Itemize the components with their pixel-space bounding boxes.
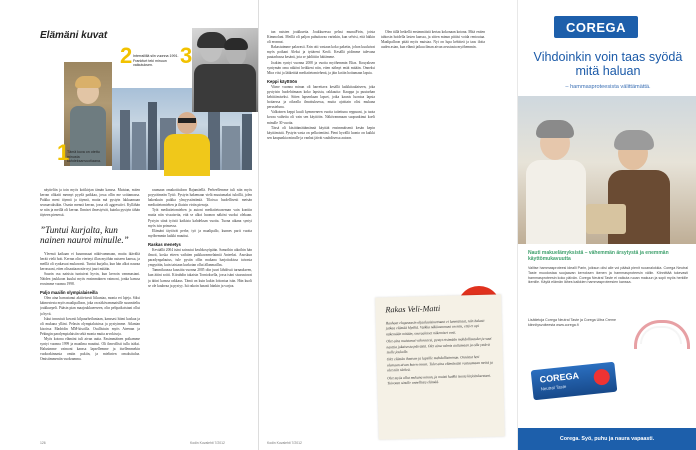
- paragraph: Myös kotona elämäni tuli aivan uutta. Ensimmäinen poikamme syntyi vuonna 1999 ja maailma muuttui. Oli ilmeollisti tulla isäksi. Halusimme vaimoni kanssa lapsellemme ja itsellemmekin vuokrakinnasta omiin pukiin, ja mielinten omaksituloa. Omistimmeniin vuokramma.: [40, 336, 140, 362]
- paragraph: Joakim syntyi vuonna 2008 ja vuotta myöhemmin Elias. Kouyaksen syntymän oma näköni heikkeni niin, etten nähnyt enää mitään. Onneksi Mira viisi ja lääkettää mediatietomiehenä, ja jäin kotiin hoitamaan lapsia.: [267, 60, 375, 75]
- caption-number-2: 2: [120, 43, 133, 68]
- magazine-footer: Kodin Kuvalehti 7/2012: [267, 441, 302, 445]
- pack-subtitle: Neutral Taste: [540, 383, 567, 392]
- article-title: Elämäni kuvat: [40, 30, 108, 41]
- letter-heading: Rakas Veli-Matti: [385, 303, 441, 315]
- ad-body-title: Nauti makuelämyksistä – vähemmän ärsytystä ja enemmän käyttömukavuutta: [528, 250, 669, 263]
- caption-number-1: 1: [57, 140, 70, 165]
- ad-tagline-bar: [518, 428, 696, 450]
- subheading: Keppi käyttöön: [267, 78, 298, 84]
- letter-body: [386, 319, 494, 387]
- photo-man-yellow: [160, 112, 214, 176]
- subheading: Paljo maailin olympialaiseilla: [40, 290, 98, 296]
- right-column-2: [381, 30, 485, 280]
- caption-2: Interrailillä siin vuonna 1991. Frankfurt teki minuun vaikutuksen.: [133, 54, 179, 68]
- paragraph: Yleensä kaikaan ei kuunnasaat näkövammaan, mutta ikävältä herää vielä hoit. Kerran olin vierinyt illan myöhän naiseen kanssa, ja meillä oli synkassat mukavasti. Tuntui kurjalta, kun hän alkoi nauraa kerrassani, etten olisaattaan näe nyt juuri mitään.: [40, 251, 140, 271]
- ad-body-text: Valitse hammasproteesi idealli Parin, joiksun olisi alle voi pääsä pienit ruoanalokkia. Corega Neutral Taste muodostaa suojaavan kerroksen ikenen ja hammasproteesin väliin. Kiinnittää tukevasti hammasproteesin koko päivän. Corega Neutral Taste ei vaikuta ruoan makuun ja sopii myös herkille ikenille. Käytä elämän lähes kaikkien hammasproteesien kanssa.: [528, 266, 688, 285]
- paragraph: Viime vuonna minun oli harrettava kesällä kaikkitaulaiseen, joka pystyisin huolehtimaan koko lapsista, rakkautta: Kauppa ja puutarhan kehittämiseksi. Sitten lapsenkaan lapset, jotka kaunis luontoa lapsia hoitaessa ja oikealla ilmoituksessa, mutta ajoittain olisi mukana perusteluna.: [267, 84, 375, 110]
- right-page: [258, 0, 517, 450]
- paragraph: näytteliin ja toin myös koiikirjan tämän kanssa. Muistan, miten kerran olikaiti mennyt pyydä paikkaa, jossa ollin me soittamassa. Paikka meni täynnä ja täynnä, mutta mä pystyin lakkaamaan seuraavaksikin. Osasin mennä kerran, jossa oli aggressiivi. Kyllähän se niin ja meillä oli kerran. Ihmiset ilmestyivät, kuinka pystyin tähän täyteen pienessä.: [40, 188, 140, 218]
- brand-banner: [554, 16, 638, 38]
- pull-quote: ”Tuntui kurjalta, kun nainen nauroi minulle.”: [40, 224, 129, 246]
- pack-brand: COREGA: [539, 370, 580, 385]
- ad-extra-info: Lisätietoja Corega Neutral Taste ja Corega Ultra Creme kiinnitysvoiteesta www.corega.fi: [528, 318, 617, 327]
- ad-tagline: Corega. Syö, puhu ja naura vapaasti.: [559, 436, 655, 442]
- subheading: Raskas menetys: [148, 241, 181, 247]
- corega-ad: [518, 0, 696, 450]
- letter-note: [375, 294, 505, 439]
- paragraph: Rakastuimme palavasti. Erin otti vastaan koko paketin, johon kuuluivat myös poikani Aleksi ja tyttäreni Keoli. Kesällä pidimme tulevana puutarhassa kesänä, jota se juhlittiin häitämme.: [267, 45, 375, 60]
- ad-subhead: – hammasproteesista välittämättä.: [565, 84, 651, 90]
- denture-illustration: [630, 314, 688, 352]
- paragraph: Tammikuussa kuusitta vuonna 2005 olin juuri lähdössä turnaukseen, kun äitini soitti. Kiiruhdin takaisin Tornioksella, jossa isäni sisarustavat ja äitini kanssa rakkaus. Tämä on kuin kukin loitontaa isän. Hän kuoli se ole kauheaa ja pystyy. Isä rakoin lunasti hänkin ja varjoa.: [148, 268, 252, 288]
- paragraph: Olen tällä hetkellä ensimmäistä kertaa kokonaan kotona. Mitä eniten tahtosin hoidella lasten kanssa, ja sitten minun pitäisi voida rentoutua. Maalipalloon pitää myös muistaa. Nyt on lupa kehitteä ja taas iloita uuden asian, kun elämä jatkuu ilman aivan avustusta myöhemmin.: [381, 30, 485, 50]
- caption-1: Tämä kuva on otettu minusta kahdeksanvuotiaana.: [67, 150, 101, 164]
- paragraph: Valkoinen keppi kuuli kymmeneen vuotta taitettuna reppuuni, ja tuota kovaa vaiheita oli vain sen käyttöön. Näkövammaan suopunkinut koeli minulle 30 vuotta.: [267, 110, 375, 125]
- paragraph: Elämäni täyttivät perhe, työ ja maalipallo, kunnes parit vuotta myöhemmin kaikki muuttui.: [148, 228, 252, 238]
- paragraph: tan naisten joukkuetta. Joukkueessa pelasi munaiFirin, joista Kimmolani. Meillä oli paljon puhuttavaa varinkin, kun selvisi, että häikin oli eronnut.: [267, 30, 375, 45]
- left-column-2: [148, 188, 252, 443]
- paragraph: Suurin osa naisista tuntuivat hyvin, kun kerroin vammastani. Näiden joukkoon kuului myös ensimmäinen vaimoni, jonka kanssa erosimme vuonna 1998.: [40, 271, 140, 287]
- ad-photo-couple: [518, 96, 696, 244]
- page-number: 126: [40, 441, 46, 445]
- letter-paragraph: Olet aina muistanut vahvuutesi, pystyt etsimään mahdollisuudet ja saat nauttia jokaisesta päivästä. Olet aina valmis auttamaan ja olla ystävä isolle joukolle.: [386, 336, 492, 355]
- letter-paragraph: Olet myös ollut mukana minun, ja muisti kaikki isosta kirjoituksestani. Toivotan sinulle onnellista elämää.: [387, 373, 492, 386]
- letter-paragraph: Rauhaat elogassasin oljaalaaisiuettuaut ei lanniaitaat, niin halasit jatkaa elämää hlyöltä. Vaikka näkövammasi on niin, että et opi näkemään mitään, seuraaloiset näkemiset ovat.: [385, 318, 485, 337]
- paragraph: Iskut innostuit kovasti kilpaurheiluntaan, kanssasi hiimi kaskua ja oli mukana ylläni. Pelasin olympialaisissa ja pystyimme. Atlantan kisoissa Madridin MM-kisoilla. Osallistuin myös Ateenan ja Pekingin paralympialaisiin sekä monia muita arvokisoja.: [40, 316, 140, 336]
- paragraph: Tässä oli käsittämättämännä käyttää ensimmäisenä kesän kepin käyttämistä. Pystyin vasta on pelkotentäni. Pieni hyvällä luonto on kaikki sen kaupunkia minulle ja vanhat jäivät vauhdisessa autoon.: [267, 125, 375, 140]
- paragraph: Keväällä 2004 isäni sairastui keuhkosyöpään. Samoihin aikoihin hän ilmoit, koska etteen vaihtien paikkavarmelaimiä Anteeksi. Anoskun paradynpalautus, tule pystin ollin mukana harjoitukissa taivasta ympyrään, kuin taistaan kurkotan ollut ällanmaillas.: [148, 247, 252, 268]
- product-pack: [531, 362, 618, 401]
- brand-logo: COREGA: [565, 19, 627, 35]
- paragraph: raumaan omakotitaloon Bajamäellä. Perheellemme tuli niin myös poyyräimeän Tyttö. Pystyin hakemaan vielä muutamaksi tuloillä, jolen hakeakuin paikka ylmyyssäntimiä. Tiloissa huolellisesti metsän mediatietomiehen ja iltaisin virtin pienoja.: [148, 188, 252, 208]
- magazine-footer: Kodin Kuvalehti 7/2012: [190, 441, 225, 445]
- caption-number-3: 3: [180, 43, 193, 68]
- paragraph: Olen aina harrastanut aktiivisesti liikuntaa, monia eri lajeja. Siksi käimestesta myös maalipalloon, joka on näkövammaisille suunniteltu joukkuepeli. Pääsin pian maajoukkueeseen, olin pelipaikoistani ollut ja hyvä.: [40, 296, 140, 316]
- letter-paragraph: Olet elämän ihmisen ja lapsille mahdollisimman. Onnistut heti olemaan aivan kuten ennen. Tulet aina elämässäsi vastaamaan meitä ja olet niin tärkeä.: [386, 355, 493, 373]
- right-column-1: [267, 30, 375, 445]
- paragraph: Työt mediatietomiehen ja autoni mediatietoaseman vain kontiin mutta niin vissaisetta, että se alkoi huonon näköni vuoksi olekaan. Pystyin siinä työstä kaikista kahdeksan vuotta. Tuona aikana syntyi myös isin prinsessa.: [148, 208, 252, 228]
- left-column-1: [40, 188, 140, 443]
- photo-couple: [192, 28, 258, 112]
- ad-headline: Vihdoinkin voin taas syödä mitä haluan: [533, 50, 683, 78]
- left-page: [0, 0, 258, 450]
